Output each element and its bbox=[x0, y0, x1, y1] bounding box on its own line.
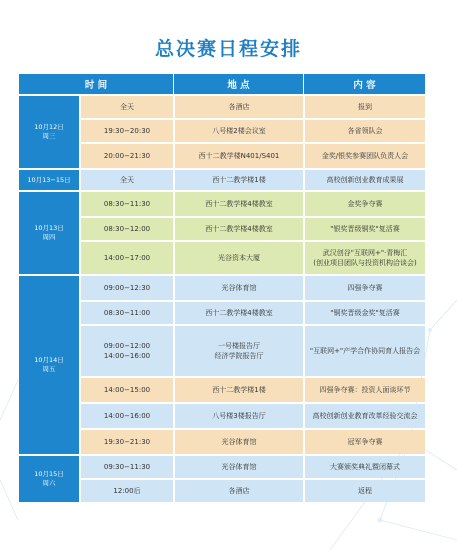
content-cell-line: 武汉创谷"互联网+"·青梅汇 bbox=[322, 249, 408, 257]
content-cell bbox=[303, 242, 425, 274]
content-cell: "铜奖晋级金奖"复活赛 bbox=[303, 302, 425, 324]
page-title: 总决赛日程安排 bbox=[154, 38, 302, 60]
time-cell: 08:30−12:00 bbox=[79, 218, 173, 240]
schedule-row bbox=[19, 120, 425, 142]
date-cell bbox=[19, 456, 79, 502]
place-cell: 八号楼3楼报告厅 bbox=[173, 404, 303, 428]
place-cell: 八号楼2楼会议室 bbox=[173, 120, 303, 142]
schedule-row bbox=[19, 326, 425, 376]
place-cell-line: 经济学院报告厅 bbox=[214, 352, 264, 360]
content-cell: 返程 bbox=[303, 480, 425, 502]
date-cell-line: 10月12日 bbox=[34, 123, 64, 131]
date-cell-line: 10月13日 bbox=[34, 224, 64, 232]
place-cell: 光谷资本大厦 bbox=[173, 242, 303, 274]
time-cell: 09:00−12:30 bbox=[79, 276, 173, 300]
schedule-row bbox=[19, 218, 425, 240]
time-cell: 14:00−16:00 bbox=[79, 404, 173, 428]
time-cell: 08:30−11:00 bbox=[79, 302, 173, 324]
place-cell: 西十二教学楼1楼 bbox=[173, 378, 303, 402]
schedule-row bbox=[19, 480, 425, 502]
header-content: 内 容 bbox=[303, 74, 425, 94]
schedule-row bbox=[19, 144, 425, 168]
content-cell: 大赛颁奖典礼暨闭幕式 bbox=[303, 456, 425, 478]
date-cell bbox=[19, 170, 79, 190]
date-cell bbox=[19, 276, 79, 454]
place-cell: 西十二教学楼4楼教室 bbox=[173, 192, 303, 216]
time-cell-line: 09:00−12:00 bbox=[103, 342, 151, 350]
content-cell: 冠军争夺赛 bbox=[303, 430, 425, 454]
schedule-row bbox=[19, 378, 425, 402]
date-cell-line: 周三 bbox=[42, 132, 56, 140]
place-cell: 各酒店 bbox=[173, 96, 303, 118]
content-cell: "银奖晋级铜奖"复活赛 bbox=[303, 218, 425, 240]
date-cell bbox=[19, 192, 79, 274]
content-cell: 报到 bbox=[303, 96, 425, 118]
schedule-row bbox=[19, 302, 425, 324]
schedule-row bbox=[19, 456, 425, 478]
content-cell: "互联网+"产学合作协同育人报告会 bbox=[303, 326, 425, 376]
schedule-row bbox=[19, 170, 425, 190]
date-cell-line: 10月13−15日 bbox=[27, 175, 71, 184]
content-cell: 高校创新创业教育改革经验交流会 bbox=[303, 404, 425, 428]
content-cell: 四强争夺赛 bbox=[303, 276, 425, 300]
content-cell: 高校创新创业教育成果展 bbox=[303, 170, 425, 190]
schedule-row bbox=[19, 96, 425, 118]
header-place: 地 点 bbox=[173, 74, 303, 94]
place-cell: 西十二教学楼4楼教室 bbox=[173, 302, 303, 324]
time-cell: 08:30−11:30 bbox=[79, 192, 173, 216]
place-cell: 光谷体育馆 bbox=[173, 276, 303, 300]
time-cell: 19:30−20:30 bbox=[79, 120, 173, 142]
date-cell-line: 10月14日 bbox=[34, 356, 64, 364]
place-cell: 西十二教学楼1楼 bbox=[173, 170, 303, 190]
place-cell: 各酒店 bbox=[173, 480, 303, 502]
schedule-table bbox=[19, 72, 425, 504]
place-cell: 西十二教学楼4楼教室 bbox=[173, 218, 303, 240]
time-cell: 12:00后 bbox=[79, 480, 173, 502]
date-cell-line: 周四 bbox=[42, 233, 56, 241]
date-cell-line: 周六 bbox=[42, 479, 56, 487]
time-cell bbox=[79, 326, 173, 376]
place-cell: 光谷体育馆 bbox=[173, 456, 303, 478]
schedule-row bbox=[19, 192, 425, 216]
schedule-row bbox=[19, 430, 425, 454]
time-cell: 19:30−21:30 bbox=[79, 430, 173, 454]
content-cell: 金奖/银奖参赛团队负责人会 bbox=[303, 144, 425, 168]
date-cell-line: 周五 bbox=[42, 365, 56, 373]
time-cell: 全天 bbox=[79, 96, 173, 118]
schedule-body bbox=[19, 96, 425, 502]
content-cell-line: (创业项目团队与投资机构洽谈会) bbox=[313, 259, 417, 267]
time-cell: 14:00−17:00 bbox=[79, 242, 173, 274]
header-time: 时 间 bbox=[19, 74, 173, 94]
time-cell: 全天 bbox=[79, 170, 173, 190]
schedule-row bbox=[19, 276, 425, 300]
time-cell-line: 14:00−16:00 bbox=[103, 352, 151, 360]
date-cell bbox=[19, 96, 79, 168]
time-cell: 09:30−11:30 bbox=[79, 456, 173, 478]
content-cell: 各省领队会 bbox=[303, 120, 425, 142]
date-cell-line: 10月15日 bbox=[34, 470, 64, 478]
schedule-row bbox=[19, 404, 425, 428]
schedule-row bbox=[19, 242, 425, 274]
time-cell: 20:00−21:30 bbox=[79, 144, 173, 168]
place-cell-line: 一号楼报告厅 bbox=[218, 342, 260, 350]
content-cell: 金奖争夺赛 bbox=[303, 192, 425, 216]
place-cell: 西十二教学楼N401/S401 bbox=[173, 144, 303, 168]
time-cell: 14:00−15:00 bbox=[79, 378, 173, 402]
schedule-header-row bbox=[19, 74, 425, 94]
place-cell: 光谷体育馆 bbox=[173, 430, 303, 454]
content-cell: 四强争夺赛：投资人面谈环节 bbox=[303, 378, 425, 402]
place-cell bbox=[173, 326, 303, 376]
